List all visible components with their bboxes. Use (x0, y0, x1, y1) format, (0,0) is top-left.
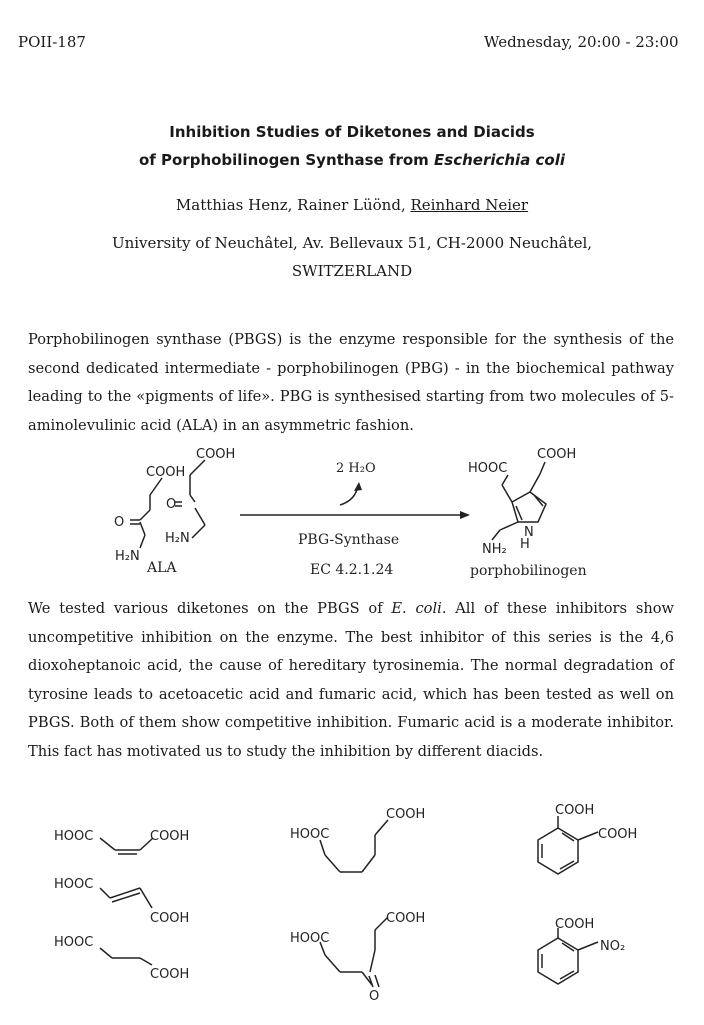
succinic-cooh: COOH (150, 967, 190, 982)
water-arrowhead (354, 482, 362, 491)
water-label: 2 H₂O (336, 461, 376, 476)
ala-label: ALA (147, 560, 177, 576)
product-hooc: HOOC (468, 461, 508, 476)
affiliation-line-2: SWITZERLAND (291, 262, 413, 280)
results-text-a: We tested various diketones on the PBGS of (28, 600, 392, 617)
pyrrole-hydrogen: H (520, 537, 530, 552)
ala-amine-right: H₂N (165, 531, 190, 546)
intro-paragraph: Porphobilinogen synthase (PBGS) is the enzyme responsible for the synthesis of the second dedicated intermediate - porphobilinogen (PBG) - in the biochemical pathway leading to the «pigments of life». PBG is synthesised starting from two molecules of 5-aminolevulinic acid (ALA) in an asymmetric fashion. (28, 331, 674, 434)
authors (0, 196, 704, 214)
poster-code: POII-187 (18, 33, 86, 51)
ala-amine-left: H₂N (115, 549, 140, 564)
ala-cooh-top: COOH (196, 447, 236, 462)
ala-oxygen-right: O (166, 497, 177, 512)
nitrobenzoic-cooh: COOH (555, 917, 595, 932)
author-list: Matthias Henz, Rainer Lüönd, (175, 196, 411, 214)
results-text-b: . All of these inhibitors show uncompetitive inhibition on the enzyme. The best inhibitor of this series is the 4,6 dioxoheptanoic acid, the cause of hereditary tyrosinemia. The normal degradation of tyrosine leads to acetoacetic acid and fumaric acid, which has been tested as well on PBGS. Both of them show competitive inhibition. Fumaric acid is a moderate inhibitor. This fact has motivated us to study the inhibition by different diacids. (28, 600, 674, 760)
session-time: Wednesday, 20:00 - 23:00 (484, 33, 679, 51)
heptanedioic-hooc: HOOC (290, 827, 330, 842)
succinic-hooc: HOOC (54, 935, 94, 950)
product-amine: NH₂ (482, 542, 507, 557)
enzyme-label: PBG-Synthase (298, 532, 400, 548)
nitrobenzoic-nitro: NO₂ (600, 939, 626, 954)
presenting-author: Reinhard Neier (410, 196, 529, 214)
oxo-diacid-hooc: HOOC (290, 931, 330, 946)
product-cooh: COOH (537, 447, 577, 462)
oxo-diacid-oxygen: O (369, 989, 380, 1004)
ala-cooh-left: COOH (146, 465, 186, 480)
title-organism: Escherichia coli (434, 151, 566, 169)
title-line-1: Inhibition Studies of Diketones and Diacids (169, 123, 535, 141)
affiliation-line-1: University of Neuchâtel, Av. Bellevaux 51, CH-2000 Neuchâtel, (111, 234, 593, 252)
porphobilinogen-label: porphobilinogen (470, 563, 587, 579)
reaction-arrowhead (460, 511, 470, 519)
phthalic-cooh-right: COOH (598, 827, 638, 842)
title-line-2 (0, 151, 704, 169)
oxo-diacid-cooh: COOH (386, 911, 426, 926)
title-line-2-prefix: of Porphobilinogen Synthase from (138, 151, 435, 169)
heptanedioic-cooh: COOH (386, 807, 426, 822)
pyrrole-nitrogen: N (524, 525, 534, 540)
results-organism: E. coli (391, 600, 442, 617)
results-paragraph (28, 595, 674, 767)
ec-number-label: EC 4.2.1.24 (310, 562, 394, 578)
phthalic-cooh-top: COOH (555, 803, 595, 818)
fumaric-hooc: HOOC (54, 877, 94, 892)
maleic-hooc: HOOC (54, 829, 94, 844)
maleic-cooh: COOH (150, 829, 190, 844)
reaction-scheme (0, 440, 704, 590)
fumaric-cooh: COOH (150, 911, 190, 926)
ala-oxygen-left: O (114, 515, 125, 530)
diacid-structures (0, 800, 704, 1020)
